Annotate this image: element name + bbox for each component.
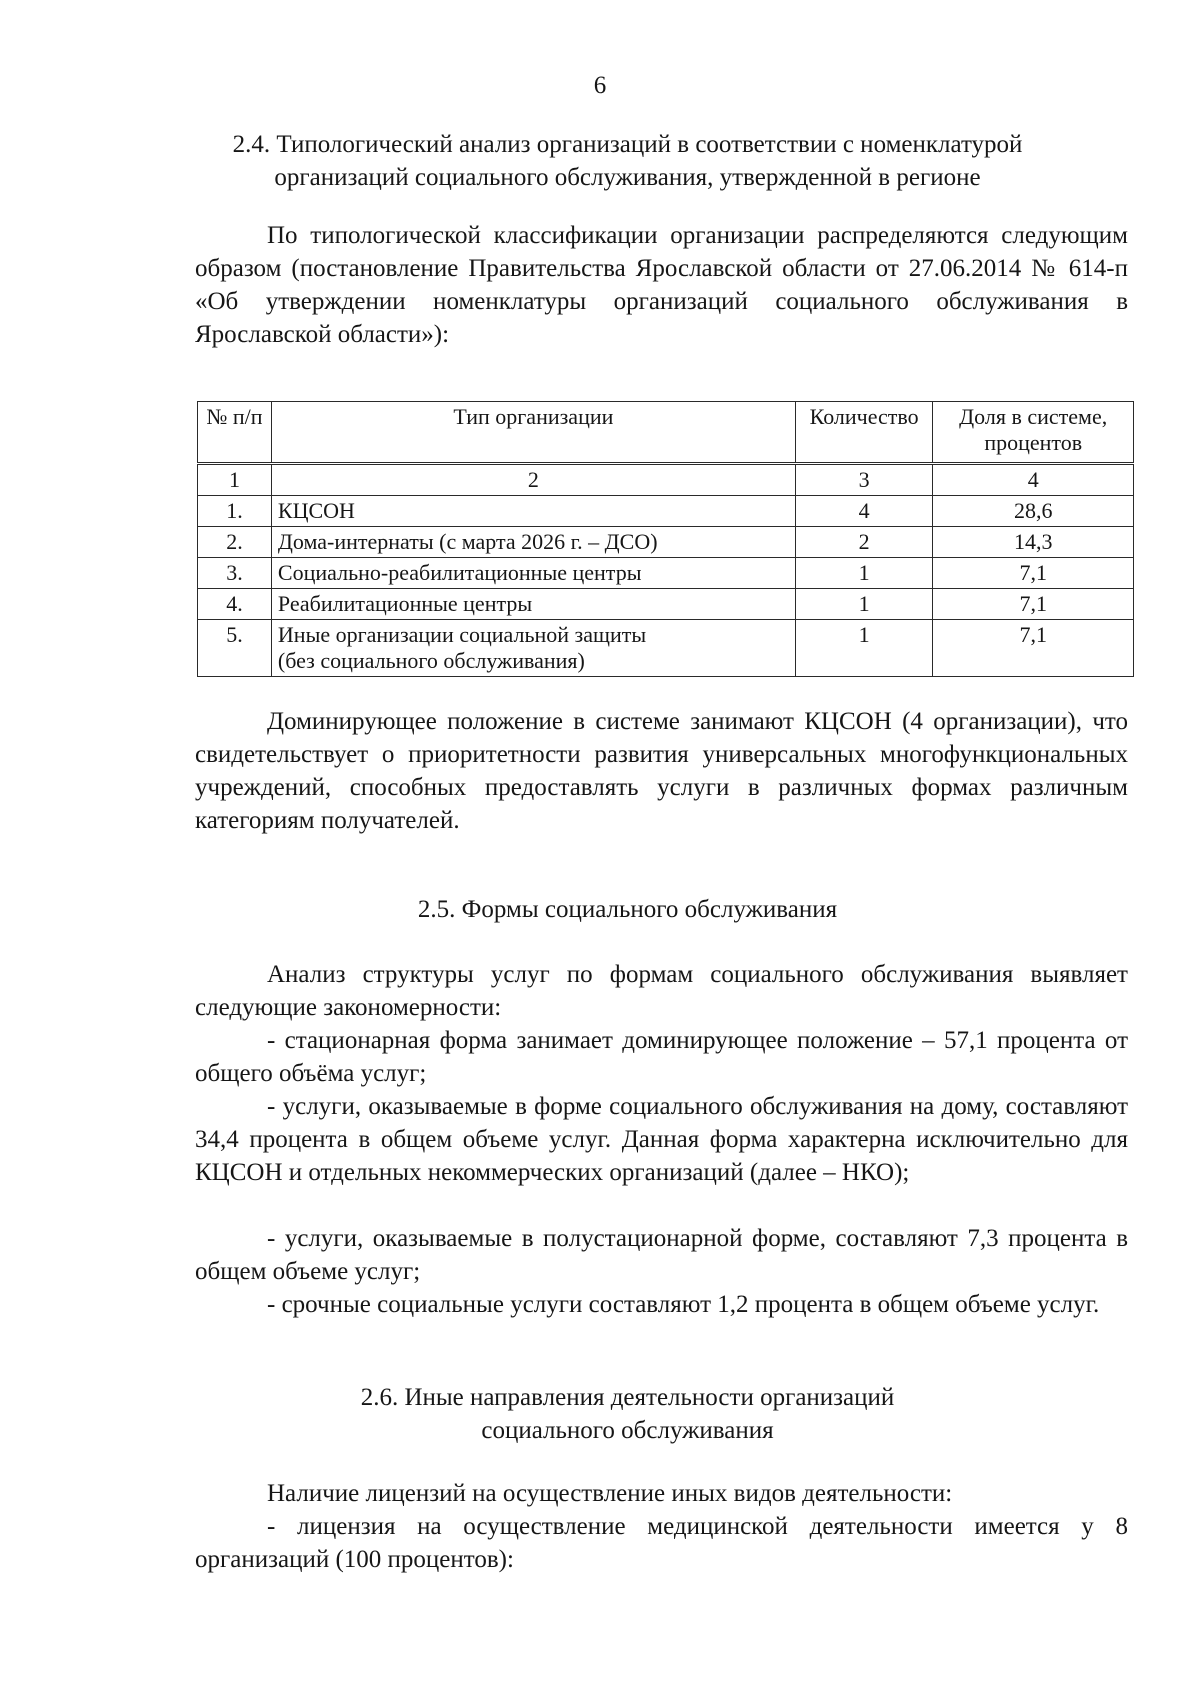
section-2-6-heading-line1: 2.6. Иные направления деятельности организаций (360, 1384, 895, 1411)
column-number: 2 (271, 464, 795, 496)
table-row (198, 589, 1134, 620)
section-2-6-heading (180, 1381, 1075, 1447)
table-row (198, 620, 1134, 677)
row-share: 7,1 (933, 620, 1134, 677)
table-row (198, 496, 1134, 527)
section-2-6-heading-line2: социального обслуживания (481, 1417, 774, 1444)
row-num: 4. (198, 589, 272, 620)
section-2-5-item: - услуги, оказываемые в полустационарной форме, составляют 7,3 процента в общем объеме услуг; (195, 1225, 1128, 1285)
row-share: 28,6 (933, 496, 1134, 527)
header-num: № п/п (198, 402, 272, 464)
section-2-5-heading: 2.5. Формы социального обслуживания (417, 896, 838, 923)
section-2-4-heading-line1: 2.4. Типологический анализ организаций в соответствии с номенклатурой (232, 131, 1023, 158)
row-share: 14,3 (933, 527, 1134, 558)
row-num: 2. (198, 527, 272, 558)
column-number: 4 (933, 464, 1134, 496)
row-share: 7,1 (933, 558, 1134, 589)
page-number: 6 (593, 72, 607, 99)
row-count: 2 (795, 527, 933, 558)
row-count: 1 (795, 589, 933, 620)
section-2-4-heading-line2: организаций социального обслуживания, утвержденной в регионе (274, 164, 981, 191)
header-count: Количество (795, 402, 933, 464)
row-type-line1: Иные организации социальной защиты (277, 622, 647, 647)
column-number: 3 (795, 464, 933, 496)
row-count: 4 (795, 496, 933, 527)
row-num: 1. (198, 496, 272, 527)
header-type: Тип организации (271, 402, 795, 464)
table-row (198, 558, 1134, 589)
table-header-row (198, 402, 1134, 464)
row-type: КЦСОН (271, 496, 795, 527)
section-2-5-item: - стационарная форма занимает доминирующее положение – 57,1 процента от общего объёма услуг; (195, 1027, 1128, 1087)
section-2-5-item: - услуги, оказываемые в форме социального обслуживания на дому, составляют 34,4 процента в общем объеме услуг. Данная форма характерна исключительно для КЦСОН и отдельных некоммерческих организаций (далее – НКО); (195, 1093, 1128, 1186)
section-2-5-item: - срочные социальные услуги составляют 1,2 процента в общем объеме услуг. (267, 1291, 1100, 1318)
row-share: 7,1 (933, 589, 1134, 620)
section-2-4-intro: По типологической классификации организации распределяются следующим образом (постановление Правительства Ярославской области от 27.06.2014 № 614-п «Об утверждении номенклатуры организаций социального обслуживания в Ярославской области»): (195, 222, 1128, 348)
row-type (271, 620, 795, 677)
table-row (198, 527, 1134, 558)
section-2-6-intro: Наличие лицензий на осуществление иных видов деятельности: (267, 1480, 953, 1507)
header-share: Доля в системе, процентов (933, 402, 1134, 464)
row-num: 5. (198, 620, 272, 677)
row-count: 1 (795, 558, 933, 589)
column-number: 1 (198, 464, 272, 496)
row-type-line2: (без социального обслуживания) (277, 648, 585, 673)
row-count: 1 (795, 620, 933, 677)
row-num: 3. (198, 558, 272, 589)
section-2-4-conclusion: Доминирующее положение в системе занимают КЦСОН (4 организации), что свидетельствует о приоритетности развития универсальных многофункциональных учреждений, способных предоставлять услуги в различных формах различным категориям получателей. (195, 708, 1128, 834)
table-column-number-row (198, 464, 1134, 496)
organizations-table (197, 401, 1134, 677)
row-type: Реабилитационные центры (271, 589, 795, 620)
section-2-6-item: - лицензия на осуществление медицинской деятельности имеется у 8 организаций (100 процентов): (195, 1513, 1128, 1573)
row-type: Социально-реабилитационные центры (271, 558, 795, 589)
row-type: Дома-интернаты (с марта 2026 г. – ДСО) (271, 527, 795, 558)
section-2-4-heading (180, 128, 1075, 194)
section-2-5-intro: Анализ структуры услуг по формам социального обслуживания выявляет следующие закономерности: (195, 961, 1128, 1021)
